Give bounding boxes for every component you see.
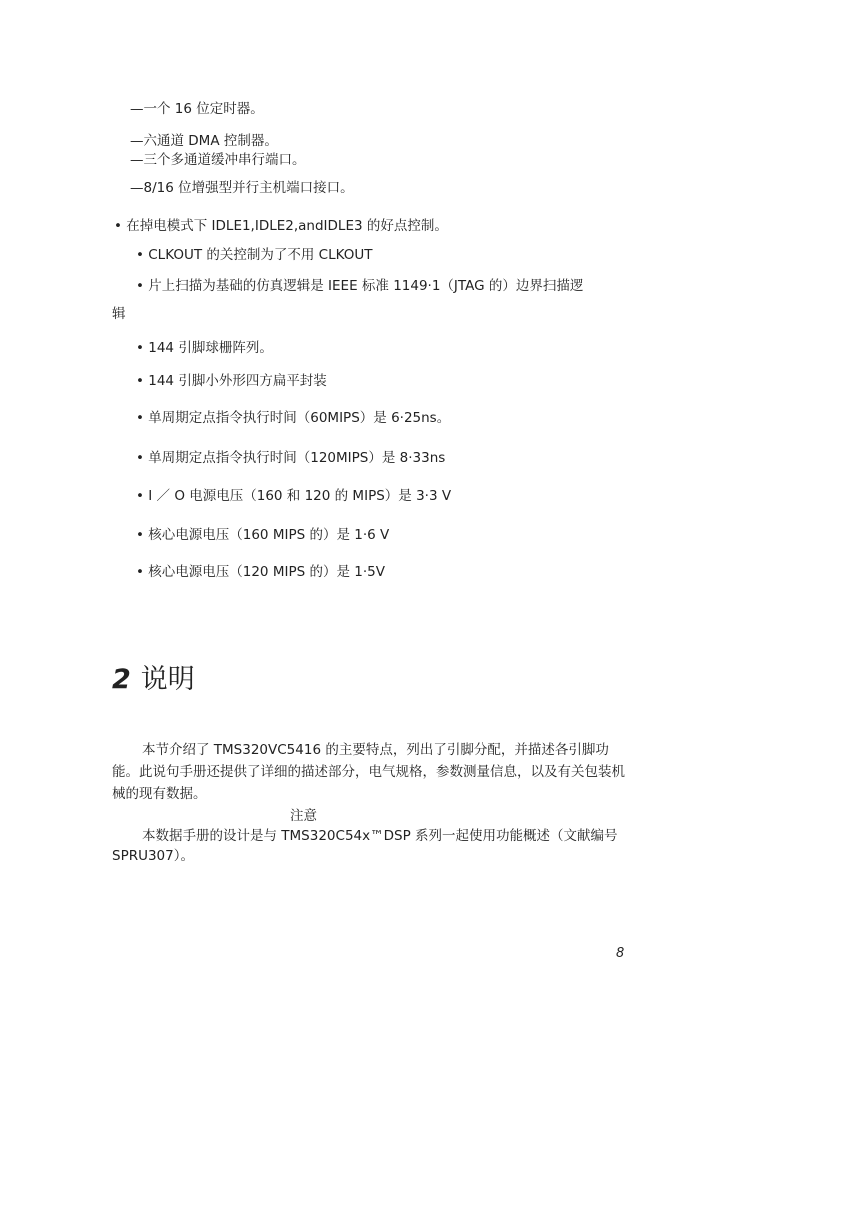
power-down-item: • 在掉电模式下 IDLE1,IDLE2,andIDLE3 的好点控制。 <box>114 218 448 234</box>
jtag-item: • 片上扫描为基础的仿真逻辑是 IEEE 标准 1149·1（JTAG 的）边界扫描逻 <box>136 278 584 294</box>
section-number: 2 <box>112 664 131 695</box>
list-item: • 144 引脚小外形四方扁平封装 <box>136 373 327 389</box>
list-item: • 单周期定点指令执行时间（60MIPS）是 6·25ns。 <box>136 410 451 426</box>
intro-paragraph: 本节介绍了 TMS320VC5416 的主要特点，列出了引脚分配，并描述各引脚功能。此说句手册还提供了详细的描述部分，电气规格，参数测量信息，以及有关包装机械的现有数据。 <box>112 742 625 802</box>
list-item: • 核心电源电压（160 MIPS 的）是 1·6 V <box>136 527 390 543</box>
list-item: —六通道 DMA 控制器。 <box>130 133 278 149</box>
note-paragraph: 本数据手册的设计是与 TMS320C54x™DSP 系列一起使用功能概述（文献编号 SPRU307）。 <box>112 828 618 864</box>
list-item: • 核心电源电压（120 MIPS 的）是 1·5V <box>136 564 385 580</box>
list-item: • 144 引脚球栅阵列。 <box>136 340 273 356</box>
page-number: 8 <box>616 946 625 961</box>
list-item: • 单周期定点指令执行时间（120MIPS）是 8·33ns <box>136 450 446 466</box>
list-item: —一个 16 位定时器。 <box>130 101 264 117</box>
section-heading <box>112 662 195 698</box>
section-title: 说明 <box>140 664 195 695</box>
clkout-item: • CLKOUT 的关控制为了不用 CLKOUT <box>136 247 373 263</box>
list-item: —三个多通道缓冲串行端口。 <box>130 152 306 168</box>
jtag-item-continuation: 辑 <box>112 306 126 322</box>
list-item: —8/16 位增强型并行主机端口接口。 <box>130 180 354 196</box>
list-item: • I ／ O 电源电压（160 和 120 的 MIPS）是 3·3 V <box>136 488 452 504</box>
note-title: 注意 <box>290 808 317 824</box>
